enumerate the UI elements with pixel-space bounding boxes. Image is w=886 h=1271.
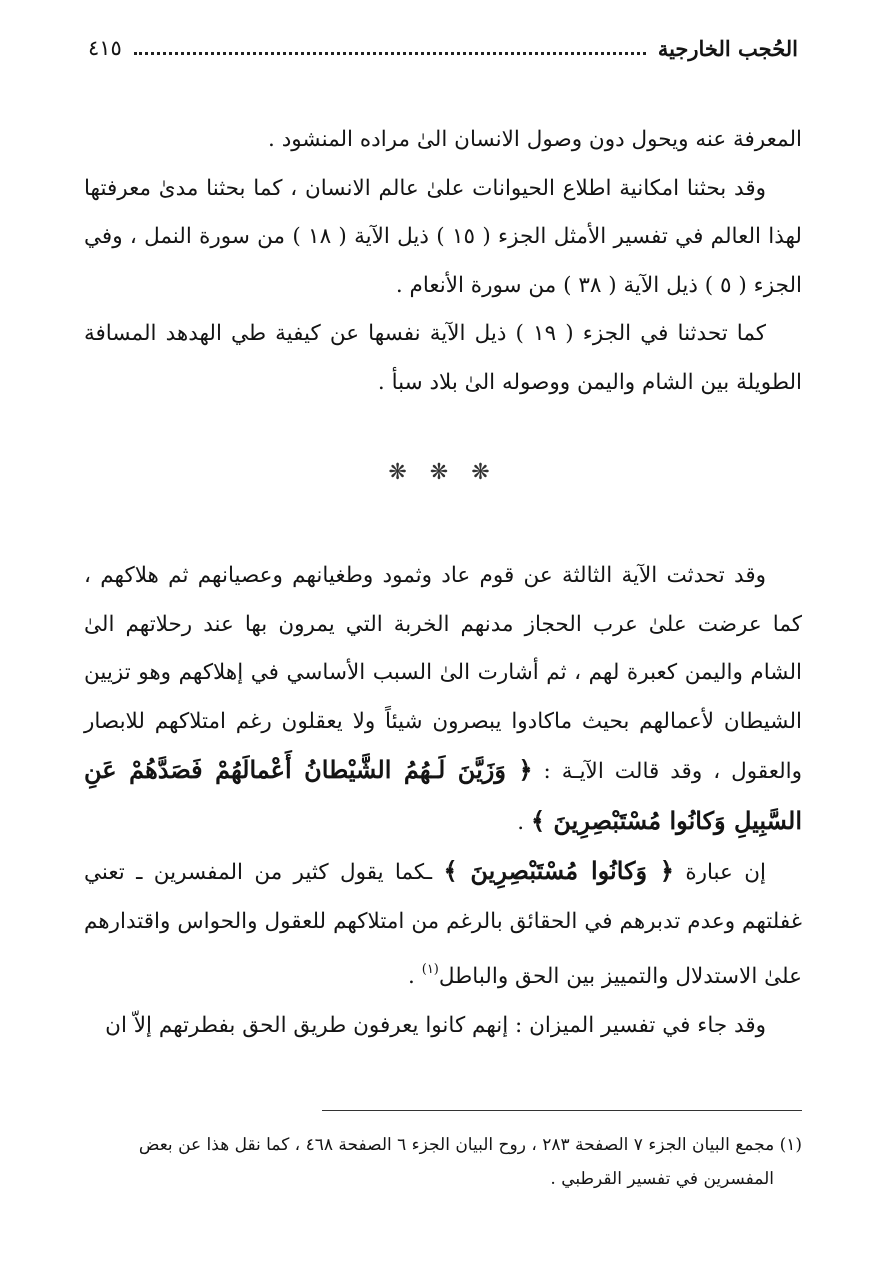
- paragraph: [84, 552, 802, 847]
- footnote-reference[interactable]: (١): [421, 962, 439, 977]
- paragraph-text: كما تحدثنا في الجزء ( ١٩ ) ذيل الآية نفسها عن كيفية طي الهدهد المسافة الطويلة بين الشام واليمن ووصوله الىٰ بلاد سبأ .: [84, 321, 802, 395]
- paragraph: [84, 165, 802, 311]
- paragraph-text: إن عبارة: [685, 860, 766, 885]
- quran-verse: ﴿ وَزَيَّنَ لَـهُمُ الشَّيْطانُ أَعْمالَهُمْ فَصَدَّهُمْ عَنِ السَّبِيلِ وَكانُوا مُسْتَبْصِرِينَ ﴾: [84, 755, 802, 835]
- paragraph-text: ـكما يقول كثير من المفسرين ـ تعني غفلتهم وعدم تدبرهم في الحقائق بالرغم من امتلاكهم للعقول والحواس واقتدارهم علىٰ الاستدلال والتمييز بين الحق والباطل: [84, 860, 802, 989]
- paragraph: [84, 1002, 802, 1051]
- footnote-divider: [322, 1110, 802, 1111]
- text-block-top: [84, 116, 802, 407]
- paragraph: [84, 847, 802, 1002]
- section-separator: ❋ ❋ ❋: [388, 460, 498, 485]
- footnote-line: (١) مجمع البيان الجزء ٧ الصفحة ٢٨٣ ، روح البيان الجزء ٦ الصفحة ٤٦٨ ، كما نقل هذا عن بعض: [138, 1135, 802, 1155]
- quran-verse: ﴿ وَكانُوا مُسْتَبْصِرِينَ ﴾: [443, 856, 674, 885]
- paragraph-text: وقد بحثنا امكانية اطلاع الحيوانات علىٰ عالم الانسان ، كما بحثنا مدىٰ معرفتها لهذا العالم في تفسير الأمثل الجزء ( ١٥ ) ذيل الآية ( ١٨ ) من سورة النمل ، وفي الجزء ( ٥ ) ذيل الآية ( ٣٨ ) من سورة الأنعام .: [84, 175, 802, 298]
- running-header: [88, 30, 798, 66]
- punctuation: .: [517, 809, 525, 835]
- punctuation: .: [408, 964, 415, 989]
- page-number: ٤١٥: [88, 36, 122, 60]
- paragraph-text: وقد جاء في تفسير الميزان : إنهم كانوا يعرفون طريق الحق بفطرتهم إلاّ ان: [105, 1012, 766, 1038]
- paragraph-text: المعرفة عنه ويحول دون وصول الانسان الىٰ مراده المنشود .: [268, 127, 802, 152]
- text-block-bottom: [84, 552, 802, 1050]
- footnote: [84, 1128, 802, 1196]
- paragraph-continuation: [84, 116, 802, 165]
- footnote-line: المفسرين في تفسير القرطبي .: [550, 1169, 774, 1189]
- running-title: الحُجب الخارجية: [657, 35, 798, 61]
- leader-dots: [134, 52, 646, 55]
- paragraph: [84, 310, 802, 407]
- paragraph-text: وقد تحدثت الآية الثالثة عن قوم عاد وثمود وطغيانهم وعصيانهم ثم هلاكهم ، كما عرضت علىٰ عرب الحجاز مدنهم الخربة التي يمرون بها عند رحلاتهم الىٰ الشام واليمن كعبرة لهم ، ثم أشارت الىٰ السبب الأساسي في إهلاكهم وهو تزيين الشيطان لأعمالهم بحيث ماكادوا يبصرون شيئاً ولا يعقلون رغم امتلاكهم للابصار والعقول ، وقد قالت الآيـة :: [84, 563, 803, 784]
